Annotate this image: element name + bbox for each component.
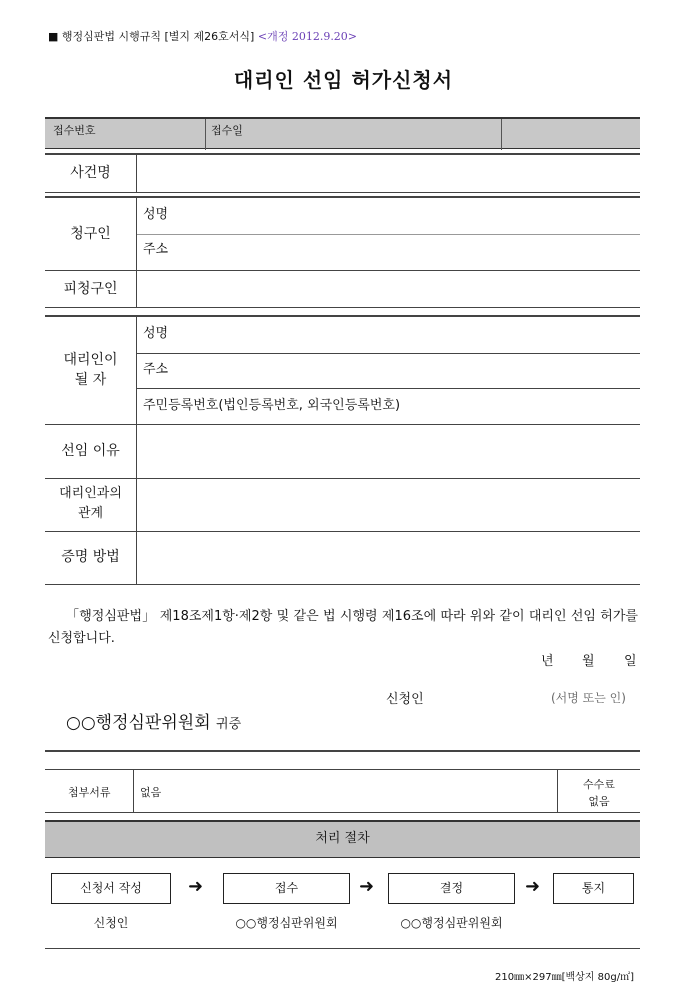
divider [205,119,206,150]
addressee-name: ○○행정심판위원회 [66,713,211,733]
row-divider [45,424,640,425]
page-title: 대리인 선임 허가신청서 [233,68,454,92]
form-reference-note [48,28,357,44]
row-divider [45,196,640,198]
addressee-suffix: 귀중 [216,717,242,732]
column-divider [133,769,134,812]
relationship-label: 대리인과의 관계 [59,486,122,521]
bottom-divider [45,948,640,949]
date-year[interactable]: 년 [541,654,554,669]
arrow-right-icon: ➜ [188,876,204,897]
applicant-label: 신청인 [386,692,424,707]
step-receipt: 접수 [223,873,350,904]
row-divider [45,531,640,532]
receipt-date-label: 접수일 [211,124,243,137]
table-border [45,153,640,155]
arrow-right-icon: ➜ [525,876,541,897]
attachment-top-border [45,769,640,770]
case-name-label: 사건명 [70,165,111,181]
section-divider [45,750,640,752]
procedure-header: 처리 절차 [45,820,640,858]
row-divider [137,353,640,354]
signature-hint[interactable]: (서명 또는 인) [551,691,626,705]
revision-date: <개정 2012.9.20> [257,30,358,43]
form-reference-text: ■ 행정심판법 시행규칙 [별지 제26호서식] [48,30,255,43]
paper-spec: 210㎜×297㎜[백상지 80g/㎡] [495,972,634,983]
column-divider [136,198,137,307]
fee-label: 수수료 [583,778,615,791]
application-statement: 「행정심판법」 제18조제1항·제2항 및 같은 법 시행령 제16조에 따라 위와 같이 대리인 선임 허가를 신청합니다. [48,609,638,646]
column-divider [136,155,137,192]
attachments-label: 첨부서류 [68,786,111,799]
addressee [66,708,241,733]
date-day[interactable]: 일 [624,654,637,669]
receipt-number-label: 접수번호 [53,124,96,137]
respondent-label: 피청구인 [63,281,118,297]
row-divider [137,388,640,389]
step-actor-commission: ○○행정심판위원회 [400,916,503,930]
step-write-application: 신청서 작성 [51,873,171,904]
step-notification: 통지 [553,873,634,904]
row-divider [45,270,640,271]
receipt-bar [45,117,640,149]
date-month[interactable]: 월 [582,654,595,669]
attachment-bottom-border [45,812,640,813]
row-divider [45,315,640,317]
agent-address-field[interactable]: 주소 [143,362,169,377]
row-divider [45,478,640,479]
column-divider [136,317,137,584]
step-actor-commission: ○○행정심판위원회 [235,916,338,930]
fee-value: 없음 [588,795,610,808]
row-divider [45,584,640,585]
claimant-name-field[interactable]: 성명 [143,207,169,222]
row-divider [45,192,640,193]
reason-label: 선임 이유 [61,443,120,459]
claimant-label: 청구인 [70,226,111,242]
row-divider [45,307,640,308]
step-actor-applicant: 신청인 [93,916,129,930]
divider [501,119,502,150]
row-divider [137,234,640,235]
proof-method-label: 증명 방법 [61,549,120,565]
step-decision: 결정 [388,873,515,904]
agent-name-field[interactable]: 성명 [143,326,169,341]
agent-registration-field[interactable]: 주민등록번호(법인등록번호, 외국인등록번호) [143,398,401,413]
attachments-value: 없음 [140,786,162,799]
agent-label: 대리인이 될 자 [63,352,118,388]
claimant-address-field[interactable]: 주소 [143,242,169,257]
arrow-right-icon: ➜ [359,876,375,897]
